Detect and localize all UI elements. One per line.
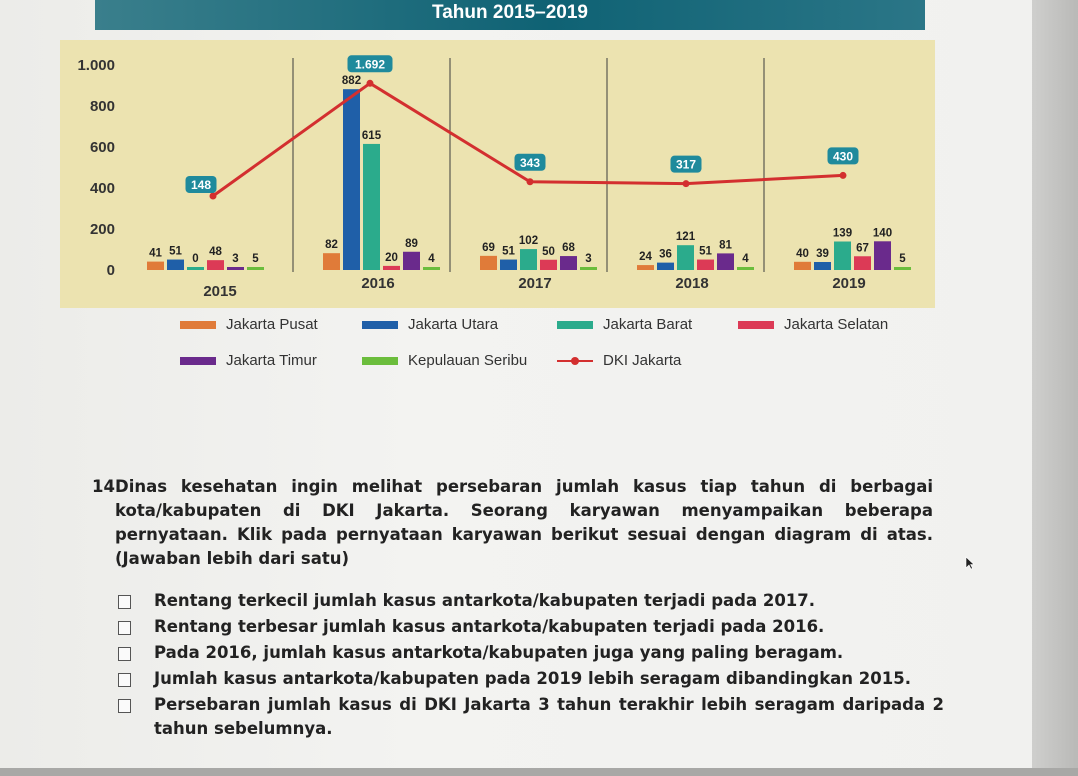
- bar-value-label: 48: [209, 246, 222, 259]
- bar-selatan: [540, 260, 557, 270]
- dki-value-label: 1.692: [354, 57, 386, 72]
- dki-value-label: 148: [190, 178, 212, 192]
- dki-jakarta-point: [210, 193, 217, 200]
- legend-item-barat: [557, 316, 692, 333]
- checkbox[interactable]: [118, 673, 131, 687]
- answer-option-text[interactable]: Jumlah kasus antarkota/kabupaten pada 2019 lebih seragam dibandingkan 2015.: [154, 669, 911, 688]
- legend-item-dki: [557, 352, 681, 369]
- bar-value-label: 3: [585, 253, 592, 265]
- bar-seribu: [247, 267, 264, 270]
- bar-seribu: [423, 267, 440, 270]
- bar-value-label: 4: [742, 253, 749, 265]
- bar-barat: [363, 144, 380, 270]
- bar-seribu: [894, 267, 911, 270]
- legend-item-utara: [362, 316, 498, 333]
- bar-utara: [657, 263, 674, 270]
- answer-option-text[interactable]: Rentang terkecil jumlah kasus antarkota/kabupaten terjadi pada 2017.: [154, 591, 816, 610]
- bar-value-label: 51: [169, 245, 182, 258]
- legend-item-selatan: [738, 316, 888, 333]
- chart: [0, 0, 1032, 320]
- x-category-label: 2018: [675, 275, 709, 292]
- dki-value-label: 317: [675, 157, 697, 172]
- bar-value-label: 140: [872, 227, 893, 240]
- legend-label: Kepulauan Seribu: [408, 352, 528, 369]
- bar-value-label: 40: [796, 247, 809, 260]
- bar-timur: [717, 253, 734, 270]
- bar-value-label: 0: [192, 253, 199, 265]
- bar-timur: [227, 267, 244, 270]
- bar-pusat: [147, 262, 164, 270]
- chart-legend: [0, 310, 1000, 390]
- bar-timur: [874, 241, 891, 270]
- bar-value-label: 4: [428, 253, 435, 265]
- y-tick-label: 0: [106, 262, 115, 279]
- dki-jakarta-point: [683, 180, 690, 187]
- legend-label: Jakarta Barat: [603, 316, 693, 333]
- checkbox[interactable]: [118, 647, 131, 661]
- legend-label: Jakarta Selatan: [784, 316, 889, 333]
- legend-label: DKI Jakarta: [603, 352, 682, 369]
- legend-swatch: [180, 321, 216, 329]
- bar-value-label: 51: [699, 245, 712, 258]
- bar-value-label: 20: [385, 251, 398, 264]
- legend-swatch: [180, 357, 216, 365]
- bar-value-label: 24: [639, 251, 652, 264]
- bar-pusat: [794, 262, 811, 270]
- checkbox[interactable]: [118, 699, 131, 713]
- question-text: Dinas kesehatan ingin melihat persebaran jumlah kasus tiap tahun di berbagai kota/kabupaten di DKI Jakarta. Seorang karyawan menyampaikan beberapa pernyataan. Klik pada pernyataan karyawan berikut sesuai dengan diagram di atas. (Jawaban lebih dari satu): [115, 477, 933, 568]
- bar-barat: [834, 242, 851, 270]
- chart-title: Tahun 2015–2019: [432, 2, 588, 23]
- bar-utara: [814, 262, 831, 270]
- x-category-label: 2016: [361, 275, 395, 292]
- bar-value-label: 36: [659, 248, 672, 261]
- bar-value-label: 5: [252, 253, 259, 265]
- bar-value-label: 50: [542, 245, 555, 258]
- bar-timur: [403, 252, 420, 270]
- bar-seribu: [737, 267, 754, 270]
- dki-value-label: 343: [519, 155, 541, 170]
- legend-item-seribu: [362, 352, 527, 369]
- x-category-label: 2015: [203, 283, 237, 300]
- y-tick-label: 200: [89, 221, 115, 238]
- bar-barat: [187, 267, 204, 270]
- bar-selatan: [854, 256, 871, 270]
- dki-jakarta-point: [527, 178, 534, 185]
- answer-option-text[interactable]: Pada 2016, jumlah kasus antarkota/kabupaten juga yang paling beragam.: [154, 643, 844, 662]
- answer-option-text[interactable]: Persebaran jumlah kasus di DKI Jakarta 3 tahun terakhir lebih seragam daripada 2 tahun sebelumnya.: [154, 695, 944, 738]
- x-category-label: 2017: [518, 275, 552, 292]
- legend-item-pusat: [180, 316, 318, 333]
- y-tick-label: 400: [89, 180, 115, 197]
- dki-jakarta-point: [840, 172, 847, 179]
- bar-utara: [500, 260, 517, 270]
- bar-value-label: 615: [361, 129, 382, 142]
- legend-swatch: [362, 321, 398, 329]
- answer-option-text[interactable]: Rentang terbesar jumlah kasus antarkota/kabupaten terjadi pada 2016.: [154, 617, 825, 636]
- checkbox[interactable]: [118, 595, 131, 609]
- checkbox[interactable]: [118, 621, 131, 635]
- bar-value-label: 68: [562, 242, 575, 255]
- page-edge-bottom: [0, 768, 1078, 776]
- bar-value-label: 69: [482, 241, 495, 254]
- legend-label: Jakarta Timur: [226, 352, 317, 369]
- legend-line-swatch: [557, 356, 593, 366]
- dki-jakarta-point: [367, 80, 374, 87]
- bar-value-label: 882: [341, 75, 362, 88]
- bar-pusat: [637, 265, 654, 270]
- bar-value-label: 5: [899, 253, 906, 265]
- bar-value-label: 102: [518, 235, 539, 248]
- bar-value-label: 41: [149, 247, 162, 260]
- legend-swatch: [738, 321, 774, 329]
- page-edge-right: [1032, 0, 1078, 776]
- y-tick-label: 1.000: [77, 57, 115, 74]
- bar-value-label: 139: [832, 227, 853, 240]
- legend-label: Jakarta Utara: [408, 316, 499, 333]
- bar-value-label: 82: [325, 239, 338, 252]
- legend-label: Jakarta Pusat: [226, 316, 318, 333]
- legend-item-timur: [180, 352, 317, 369]
- bar-selatan: [697, 260, 714, 270]
- bar-selatan: [207, 260, 224, 270]
- bar-value-label: 67: [856, 242, 869, 255]
- x-category-label: 2019: [832, 275, 866, 292]
- bar-selatan: [383, 266, 400, 270]
- bar-value-label: 39: [816, 248, 829, 261]
- bar-value-label: 89: [405, 237, 418, 250]
- bar-value-label: 51: [502, 245, 515, 258]
- legend-swatch: [557, 321, 593, 329]
- bar-timur: [560, 256, 577, 270]
- bar-barat: [520, 249, 537, 270]
- bar-value-label: 3: [232, 253, 239, 265]
- bar-value-label: 81: [719, 239, 732, 252]
- bar-barat: [677, 245, 694, 270]
- bar-value-label: 121: [675, 231, 696, 244]
- bar-pusat: [323, 253, 340, 270]
- dki-value-label: 430: [832, 149, 854, 164]
- y-tick-label: 800: [89, 98, 115, 115]
- y-tick-label: 600: [89, 139, 115, 156]
- legend-swatch: [362, 357, 398, 365]
- mouse-pointer-icon: [965, 556, 975, 570]
- bar-utara: [167, 260, 184, 270]
- bar-utara: [343, 89, 360, 270]
- bar-pusat: [480, 256, 497, 270]
- question-number: 14.: [92, 477, 122, 496]
- bar-seribu: [580, 267, 597, 270]
